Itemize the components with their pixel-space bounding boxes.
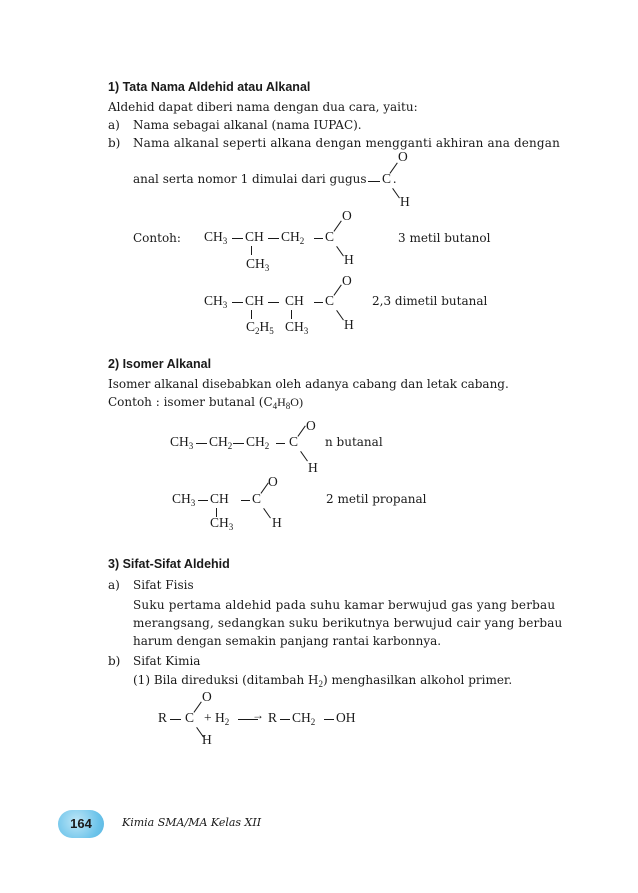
paragraph: Contoh : isomer butanal $(C_4H_8O)$ — [108, 395, 303, 411]
list-item-continued: anal serta nomor 1 dimulai dari gugus — [133, 172, 367, 186]
paragraph: Isomer alkanal disebabkan oleh adanya cabang dan letak cabang. — [108, 377, 509, 391]
compound-name: n butanal — [325, 435, 383, 449]
compound-name: 2,3 dimetil butanal — [372, 294, 488, 308]
section-heading: 3) Sifat-Sifat Aldehid — [108, 557, 230, 571]
list-item: Nama alkanal seperti alkana dengan mengganti akhiran ana dengan — [133, 136, 560, 150]
paragraph: (1) Bila direduksi (ditambah $H_2$) menghasilkan alkohol primer. — [133, 673, 513, 689]
section-heading: 1) Tata Nama Aldehid atau Alkanal — [108, 80, 311, 94]
list-marker: b) — [108, 136, 121, 150]
paragraph: harum dengan semakin panjang rantai karbonnya. — [133, 634, 442, 648]
paragraph: Suku pertama aldehid pada suhu kamar berwujud gas yang berbau — [133, 598, 556, 612]
example-label: Contoh: — [133, 231, 181, 245]
book-title: Kimia SMA/MA Kelas XII — [122, 816, 262, 829]
compound-name: 3 metil butanol — [398, 231, 491, 245]
list-item: Nama sebagai alkanal (nama IUPAC). — [133, 118, 362, 132]
list-marker: b) — [108, 654, 121, 668]
list-item-title: Sifat Kimia — [133, 654, 201, 668]
paragraph: merangsang, sedangkan suku berikutnya berwujud cair yang berbau — [133, 616, 563, 630]
list-marker: a) — [108, 118, 120, 132]
list-item-title: Sifat Fisis — [133, 578, 194, 592]
section-heading: 2) Isomer Alkanal — [108, 357, 212, 371]
page-number-badge: 164 — [58, 810, 104, 838]
paragraph: Aldehid dapat diberi nama dengan dua cara, yaitu: — [108, 100, 418, 114]
compound-name: 2 metil propanal — [326, 492, 427, 506]
list-marker: a) — [108, 578, 120, 592]
